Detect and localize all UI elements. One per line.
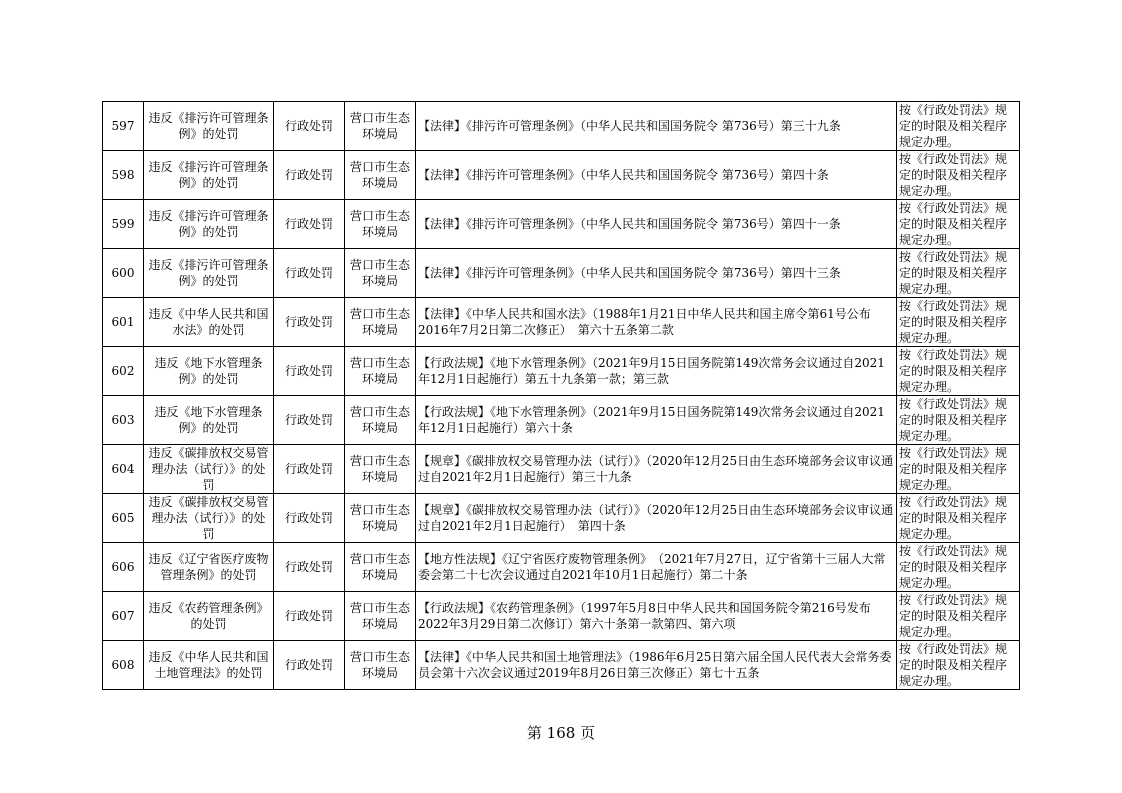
procedure: 按《行政处罚法》规定的时限及相关程序规定办理。 [897,151,1020,200]
procedure: 按《行政处罚法》规定的时限及相关程序规定办理。 [897,543,1020,592]
legal-basis: 【行政法规】《地下水管理条例》（2021年9月15日国务院第149次常务会议通过自2021年12月1日起施行）第五十九条第一款；第三款 [416,347,897,396]
issuing-authority: 营口市生态环境局 [345,200,416,249]
row-number: 597 [103,102,144,151]
page-number: 第 168 页 [526,724,596,742]
penalty-item: 违反《排污许可管理条例》的处罚 [144,200,274,249]
table-row [103,249,1020,298]
legal-basis: 【法律】《排污许可管理条例》（中华人民共和国国务院令 第736号）第四十三条 [416,249,897,298]
penalty-item: 违反《农药管理条例》的处罚 [144,592,274,641]
row-number: 607 [103,592,144,641]
row-number: 605 [103,494,144,543]
legal-basis: 【法律】《中华人民共和国土地管理法》（1986年6月25日第六届全国人民代表大会常务委员会第十六次会议通过2019年8月26日第三次修正）第七十五条 [416,641,897,690]
row-number: 606 [103,543,144,592]
table-row [103,298,1020,347]
procedure: 按《行政处罚法》规定的时限及相关程序规定办理。 [897,592,1020,641]
table-row [103,396,1020,445]
table-row [103,151,1020,200]
issuing-authority: 营口市生态环境局 [345,249,416,298]
penalty-type: 行政处罚 [274,298,345,347]
legal-basis: 【法律】《排污许可管理条例》（中华人民共和国国务院令 第736号）第四十一条 [416,200,897,249]
penalty-item: 违反《排污许可管理条例》的处罚 [144,249,274,298]
legal-basis: 【规章】《碳排放权交易管理办法（试行）》（2020年12月25日由生态环境部务会议审议通过自2021年2月1日起施行） 第四十条 [416,494,897,543]
procedure: 按《行政处罚法》规定的时限及相关程序规定办理。 [897,249,1020,298]
penalty-type: 行政处罚 [274,641,345,690]
issuing-authority: 营口市生态环境局 [345,494,416,543]
table-body [103,102,1020,690]
legal-basis: 【规章】《碳排放权交易管理办法（试行）》（2020年12月25日由生态环境部务会议审议通过自2021年2月1日起施行）第三十九条 [416,445,897,494]
procedure: 按《行政处罚法》规定的时限及相关程序规定办理。 [897,396,1020,445]
table-row [103,347,1020,396]
row-number: 599 [103,200,144,249]
issuing-authority: 营口市生态环境局 [345,298,416,347]
penalty-item: 违反《地下水管理条例》的处罚 [144,396,274,445]
table-row [103,102,1020,151]
legal-basis: 【法律】《排污许可管理条例》（中华人民共和国国务院令 第736号）第四十条 [416,151,897,200]
penalty-item: 违反《排污许可管理条例》的处罚 [144,151,274,200]
penalty-item: 违反《中华人民共和国土地管理法》的处罚 [144,641,274,690]
table-row [103,445,1020,494]
penalty-type: 行政处罚 [274,102,345,151]
procedure: 按《行政处罚法》规定的时限及相关程序规定办理。 [897,445,1020,494]
row-number: 602 [103,347,144,396]
legal-basis: 【法律】《中华人民共和国水法》（1988年1月21日中华人民共和国主席令第61号公布2016年7月2日第二次修正） 第六十五条第二款 [416,298,897,347]
penalty-item: 违反《辽宁省医疗废物管理条例》的处罚 [144,543,274,592]
issuing-authority: 营口市生态环境局 [345,592,416,641]
penalty-item: 违反《排污许可管理条例》的处罚 [144,102,274,151]
issuing-authority: 营口市生态环境局 [345,102,416,151]
penalty-type: 行政处罚 [274,151,345,200]
legal-basis: 【地方性法规】《辽宁省医疗废物管理条例》 （2021年7月27日，辽宁省第十三届人大常委会第二十七次会议通过自2021年10月1日起施行）第二十条 [416,543,897,592]
legal-basis: 【行政法规】《地下水管理条例》（2021年9月15日国务院第149次常务会议通过自2021年12月1日起施行）第六十条 [416,396,897,445]
penalty-type: 行政处罚 [274,494,345,543]
issuing-authority: 营口市生态环境局 [345,445,416,494]
issuing-authority: 营口市生态环境局 [345,396,416,445]
legal-basis: 【法律】《排污许可管理条例》（中华人民共和国国务院令 第736号）第三十九条 [416,102,897,151]
procedure: 按《行政处罚法》规定的时限及相关程序规定办理。 [897,298,1020,347]
table-row [103,592,1020,641]
procedure: 按《行政处罚法》规定的时限及相关程序规定办理。 [897,347,1020,396]
penalty-type: 行政处罚 [274,396,345,445]
penalty-item: 违反《地下水管理条例》的处罚 [144,347,274,396]
row-number: 600 [103,249,144,298]
penalty-table [102,101,1020,690]
penalty-type: 行政处罚 [274,347,345,396]
procedure: 按《行政处罚法》规定的时限及相关程序规定办理。 [897,641,1020,690]
penalty-item: 违反《碳排放权交易管理办法（试行）》的处罚 [144,494,274,543]
penalty-item: 违反《中华人民共和国水法》的处罚 [144,298,274,347]
penalty-type: 行政处罚 [274,445,345,494]
issuing-authority: 营口市生态环境局 [345,151,416,200]
row-number: 598 [103,151,144,200]
row-number: 601 [103,298,144,347]
penalty-type: 行政处罚 [274,592,345,641]
legal-basis: 【行政法规】《农药管理条例》（1997年5月8日中华人民共和国国务院令第216号发布2022年3月29日第二次修订）第六十条第一款第四、第六项 [416,592,897,641]
penalty-type: 行政处罚 [274,200,345,249]
table-row [103,543,1020,592]
penalty-type: 行政处罚 [274,249,345,298]
row-number: 603 [103,396,144,445]
penalty-type: 行政处罚 [274,543,345,592]
issuing-authority: 营口市生态环境局 [345,543,416,592]
procedure: 按《行政处罚法》规定的时限及相关程序规定办理。 [897,200,1020,249]
table-row [103,494,1020,543]
table-row [103,641,1020,690]
issuing-authority: 营口市生态环境局 [345,347,416,396]
row-number: 604 [103,445,144,494]
issuing-authority: 营口市生态环境局 [345,641,416,690]
table-row [103,200,1020,249]
penalty-item: 违反《碳排放权交易管理办法（试行）》的处罚 [144,445,274,494]
row-number: 608 [103,641,144,690]
procedure: 按《行政处罚法》规定的时限及相关程序规定办理。 [897,102,1020,151]
procedure: 按《行政处罚法》规定的时限及相关程序规定办理。 [897,494,1020,543]
